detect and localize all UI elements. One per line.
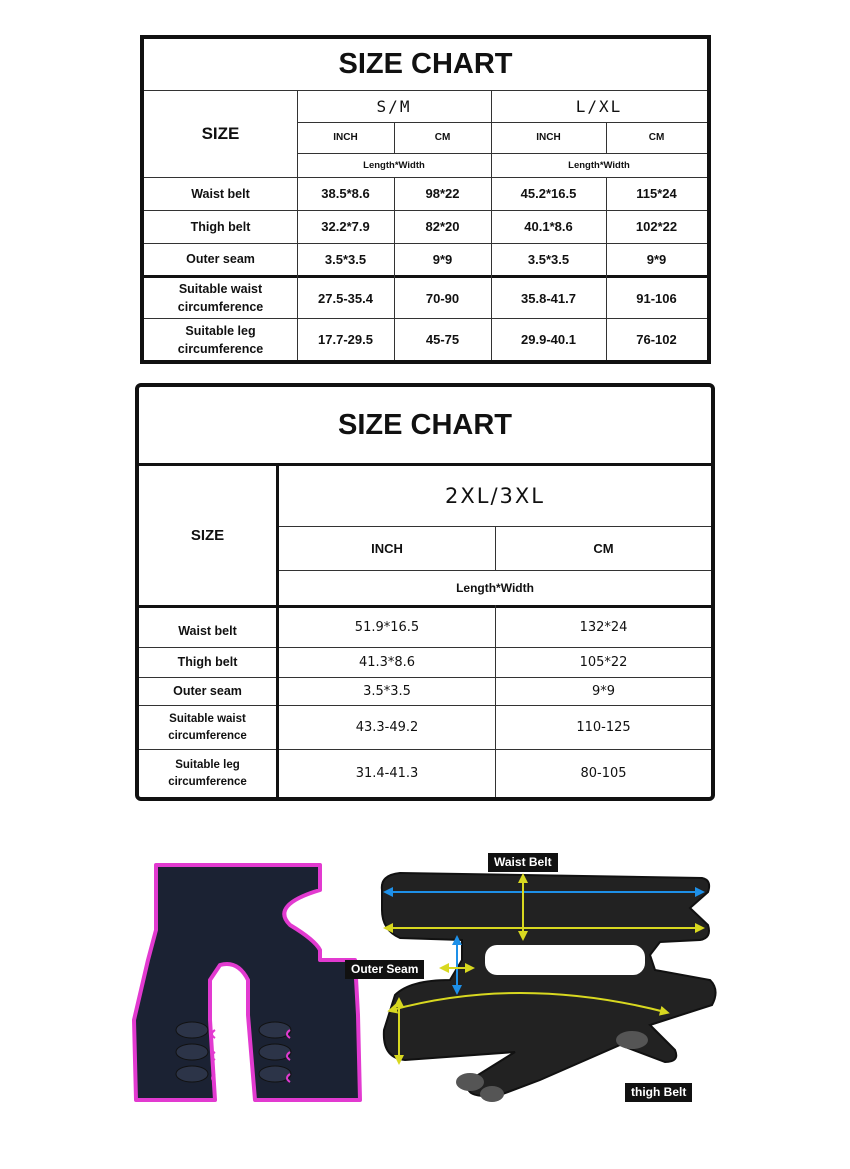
unit-header: CM	[434, 132, 451, 143]
table-cell: 110-125	[576, 720, 631, 735]
product-illustration	[120, 830, 740, 1130]
unit-header: INCH	[333, 132, 358, 143]
row-label-suitable-waist	[144, 278, 297, 318]
row-label-line: circumference	[168, 775, 247, 788]
table-cell: 35.8-41.7	[521, 290, 576, 306]
table-cell: 102*22	[635, 219, 678, 234]
table-cell: 41.3*8.6	[358, 655, 416, 670]
table-cell: 132*24	[579, 620, 628, 635]
table-cell: 9*9	[591, 684, 616, 699]
waist-belt-label: Waist Belt	[488, 853, 558, 872]
table-cell: 51.9*16.5	[354, 620, 420, 635]
group-header-sm: S/M	[376, 96, 412, 116]
row-label-outer-seam: Outer seam	[173, 684, 242, 698]
row-label-waist-belt: Waist belt	[178, 624, 237, 638]
table2-size-header: SIZE	[190, 527, 225, 544]
size-chart-table-2xl-3xl	[135, 383, 715, 801]
table-cell: 40.1*8.6	[524, 219, 573, 234]
row-label-thigh-belt: Thigh belt	[190, 219, 251, 234]
unit-header: CM	[593, 541, 614, 556]
group-header-2xl-3xl: 2XL/3XL	[445, 484, 545, 508]
size-chart-table-sm-lxl	[140, 35, 711, 364]
table-cell: 9*9	[432, 251, 453, 267]
row-label-line: circumference	[177, 341, 264, 356]
table1-size-header: SIZE	[201, 123, 240, 143]
table-cell: 70-90	[425, 290, 460, 306]
unit-header: CM	[648, 132, 665, 143]
table-cell: 105*22	[579, 655, 628, 670]
left-belt-view	[134, 865, 360, 1100]
table-cell: 31.4-41.3	[355, 766, 419, 781]
row-label-line: Suitable leg	[175, 758, 240, 771]
length-width-subheader: Length*Width	[568, 159, 630, 171]
group-header-lxl: L/XL	[575, 96, 623, 116]
row-label-line: circumference	[168, 729, 247, 742]
table-cell: 27.5-35.4	[318, 290, 373, 306]
row-label-suitable-waist	[139, 706, 276, 749]
outer-seam-label: Outer Seam	[345, 960, 424, 979]
length-width-subheader: Length*Width	[363, 159, 425, 171]
table-cell: 115*24	[636, 186, 677, 201]
row-label-suitable-leg	[144, 319, 297, 360]
unit-header: INCH	[536, 132, 561, 143]
table-cell: 3.5*3.5	[324, 251, 367, 267]
row-label-line: Suitable leg	[185, 323, 256, 338]
table-cell: 29.9-40.1	[521, 332, 576, 347]
table-cell: 91-106	[636, 290, 677, 306]
table-cell: 3.5*3.5	[527, 251, 570, 267]
table-cell: 9*9	[646, 251, 667, 267]
length-width-subheader: Length*Width	[456, 581, 534, 595]
row-label-line: Suitable waist	[169, 712, 246, 725]
table-cell: 98*22	[425, 186, 460, 201]
row-label-suitable-leg	[139, 750, 276, 797]
table-cell: 76-102	[636, 332, 677, 347]
row-label-line: circumference	[177, 300, 264, 314]
row-label-thigh-belt: Thigh belt	[177, 655, 238, 669]
table-cell: 82*20	[425, 219, 460, 234]
thigh-belt-label: thigh Belt	[625, 1083, 692, 1102]
table-cell: 45.2*16.5	[520, 186, 577, 201]
table-cell: 43.3-49.2	[355, 720, 419, 735]
table-cell: 38.5*8.6	[321, 186, 370, 201]
unit-header: INCH	[371, 541, 403, 556]
table-cell: 45-75	[425, 332, 460, 347]
table-cell: 3.5*3.5	[363, 684, 411, 699]
table-cell: 32.2*7.9	[321, 219, 370, 234]
row-label-waist-belt: Waist belt	[191, 186, 250, 201]
row-label-outer-seam: Outer seam	[186, 252, 255, 266]
row-label-line: Suitable waist	[178, 282, 263, 296]
table1-title: SIZE CHART	[338, 48, 513, 80]
table-cell: 17.7-29.5	[318, 332, 373, 347]
table2-title: SIZE CHART	[338, 408, 512, 441]
table-cell: 80-105	[580, 766, 627, 781]
right-belt-view	[382, 873, 716, 1102]
